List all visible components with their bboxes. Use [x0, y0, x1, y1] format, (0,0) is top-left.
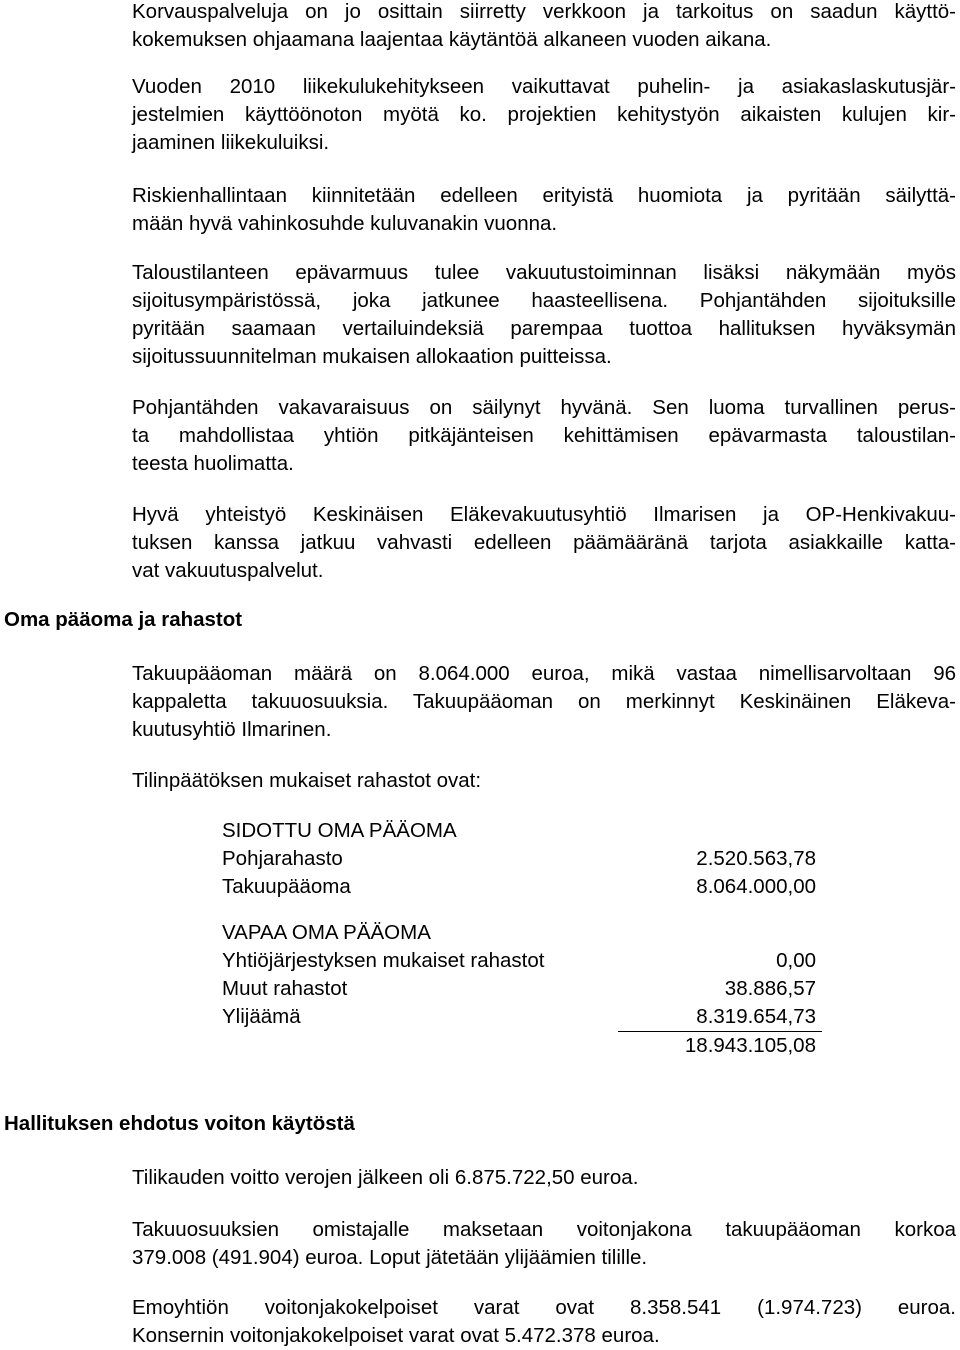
text-line: jestelmien käyttöönoton myötä ko. projektien kehitystyön aikaisten kulujen kir- [132, 103, 956, 126]
text-line: ta mahdollistaa yhtiön pitkäjänteisen kehittämisen epävarmasta taloustilan- [132, 424, 956, 447]
text-line: Tilinpäätöksen mukaiset rahastot ovat: [132, 769, 482, 792]
text-line: Tilikauden voitto verojen jälkeen oli 6.875.722,50 euroa. [132, 1166, 639, 1189]
row-label: Yhtiöjärjestyksen mukaiset rahastot [222, 949, 545, 972]
text-line: jaaminen liikekuluiksi. [132, 131, 330, 154]
row-amount: 8.319.654,73 [696, 1005, 816, 1028]
paragraph-economic-uncertainty [132, 259, 956, 371]
row-amount: 2.520.563,78 [696, 847, 816, 870]
paragraph-guarantee-capital [132, 660, 956, 744]
text-line: Takuuosuuksien omistajalle maksetaan voitonjakona takuupääoman korkoa [132, 1218, 956, 1241]
heading-profit-proposal: Hallituksen ehdotus voiton käytöstä [4, 1112, 355, 1135]
text-line: Takuupääoman määrä on 8.064.000 euroa, mikä vastaa nimellisarvoltaan 96 [132, 662, 956, 685]
funds-table [222, 817, 822, 1060]
text-line: Riskienhallintaan kiinnitetään edelleen erityistä huomiota ja pyritään säilyttä- [132, 184, 956, 207]
table-row [222, 845, 822, 873]
text-line: Konsernin voitonjakokelpoiset varat ovat 5.472.378 euroa. [132, 1324, 660, 1347]
table-row [222, 873, 822, 901]
row-label: Ylijäämä [222, 1005, 301, 1028]
row-amount: 38.886,57 [724, 977, 816, 1000]
text-line: Korvauspalveluja on jo osittain siirretty verkkoon ja tarkoitus on saadun käyttö- [132, 0, 956, 23]
text-line: Pohjantähden vakavaraisuus on säilynyt hyvänä. Sen luoma turvallinen perus- [132, 396, 956, 419]
paragraph-distributable-funds [132, 1294, 956, 1350]
text-line: Taloustilanteen epävarmuus tulee vakuutustoiminnan lisäksi näkymään myös [132, 261, 956, 284]
text-line: Hyvä yhteistyö Keskinäisen Eläkevakuutusyhtiö Ilmarisen ja OP-Henkivakuu- [132, 503, 956, 526]
text-line: Emoyhtiön voitonjakokelpoiset varat ovat 8.358.541 (1.974.723) euroa. [132, 1296, 956, 1319]
row-label: Takuupääoma [222, 875, 351, 898]
text-line: 379.008 (491.904) euroa. Loput jätetään ylijäämien tilille. [132, 1246, 648, 1269]
text-line: vat vakuutuspalvelut. [132, 559, 324, 582]
table-spacer [222, 901, 822, 919]
table-row [222, 975, 822, 1003]
text-line: pyritään saamaan vertailuindeksiä parempaa tuottoa hallituksen hyväksymän [132, 317, 956, 340]
paragraph-risk-management [132, 182, 956, 238]
paragraph-dividend [132, 1216, 956, 1272]
table-total-row [222, 1032, 822, 1061]
text-line: mään hyvä vahinkosuhde kuluvanakin vuonna. [132, 212, 558, 235]
row-amount: 0,00 [776, 949, 816, 972]
table-row [222, 947, 822, 975]
text-line: teesta huolimatta. [132, 452, 294, 475]
paragraph-operating-costs [132, 73, 956, 157]
paragraph-funds-intro [132, 767, 956, 795]
paragraph-cooperation [132, 501, 956, 585]
text-line: tuksen kanssa jatkuu vahvasti edelleen päämääränä tarjota asiakkaille katta- [132, 531, 956, 554]
table-section-title [222, 919, 822, 947]
heading-equity-and-funds: Oma pääoma ja rahastot [4, 608, 243, 631]
table-section-title [222, 817, 822, 845]
row-amount: 8.064.000,00 [696, 875, 816, 898]
restricted-equity-title: SIDOTTU OMA PÄÄOMA [222, 819, 457, 842]
text-line: kuutusyhtiö Ilmarinen. [132, 718, 332, 741]
text-line: kokemuksen ohjaamana laajentaa käytäntöä alkaneen vuoden aikana. [132, 28, 772, 51]
text-line: kappaletta takuuosuuksia. Takuupääoman on merkinnyt Keskinäinen Eläkeva- [132, 690, 956, 713]
row-label: Muut rahastot [222, 977, 348, 1000]
paragraph-customer-service [132, 0, 956, 54]
row-label: Pohjarahasto [222, 847, 343, 870]
paragraph-profit [132, 1164, 956, 1192]
text-line: sijoitussuunnitelman mukaisen allokaation puitteissa. [132, 345, 612, 368]
paragraph-solvency [132, 394, 956, 478]
text-line: sijoitusympäristössä, joka jatkunee haasteellisena. Pohjantähden sijoituksille [132, 289, 956, 312]
text-line: Vuoden 2010 liikekulukehitykseen vaikuttavat puhelin- ja asiakaslaskutusjär- [132, 75, 956, 98]
total-amount: 18.943.105,08 [618, 1032, 822, 1061]
unrestricted-equity-title: VAPAA OMA PÄÄOMA [222, 921, 431, 944]
table-row [222, 1003, 822, 1032]
